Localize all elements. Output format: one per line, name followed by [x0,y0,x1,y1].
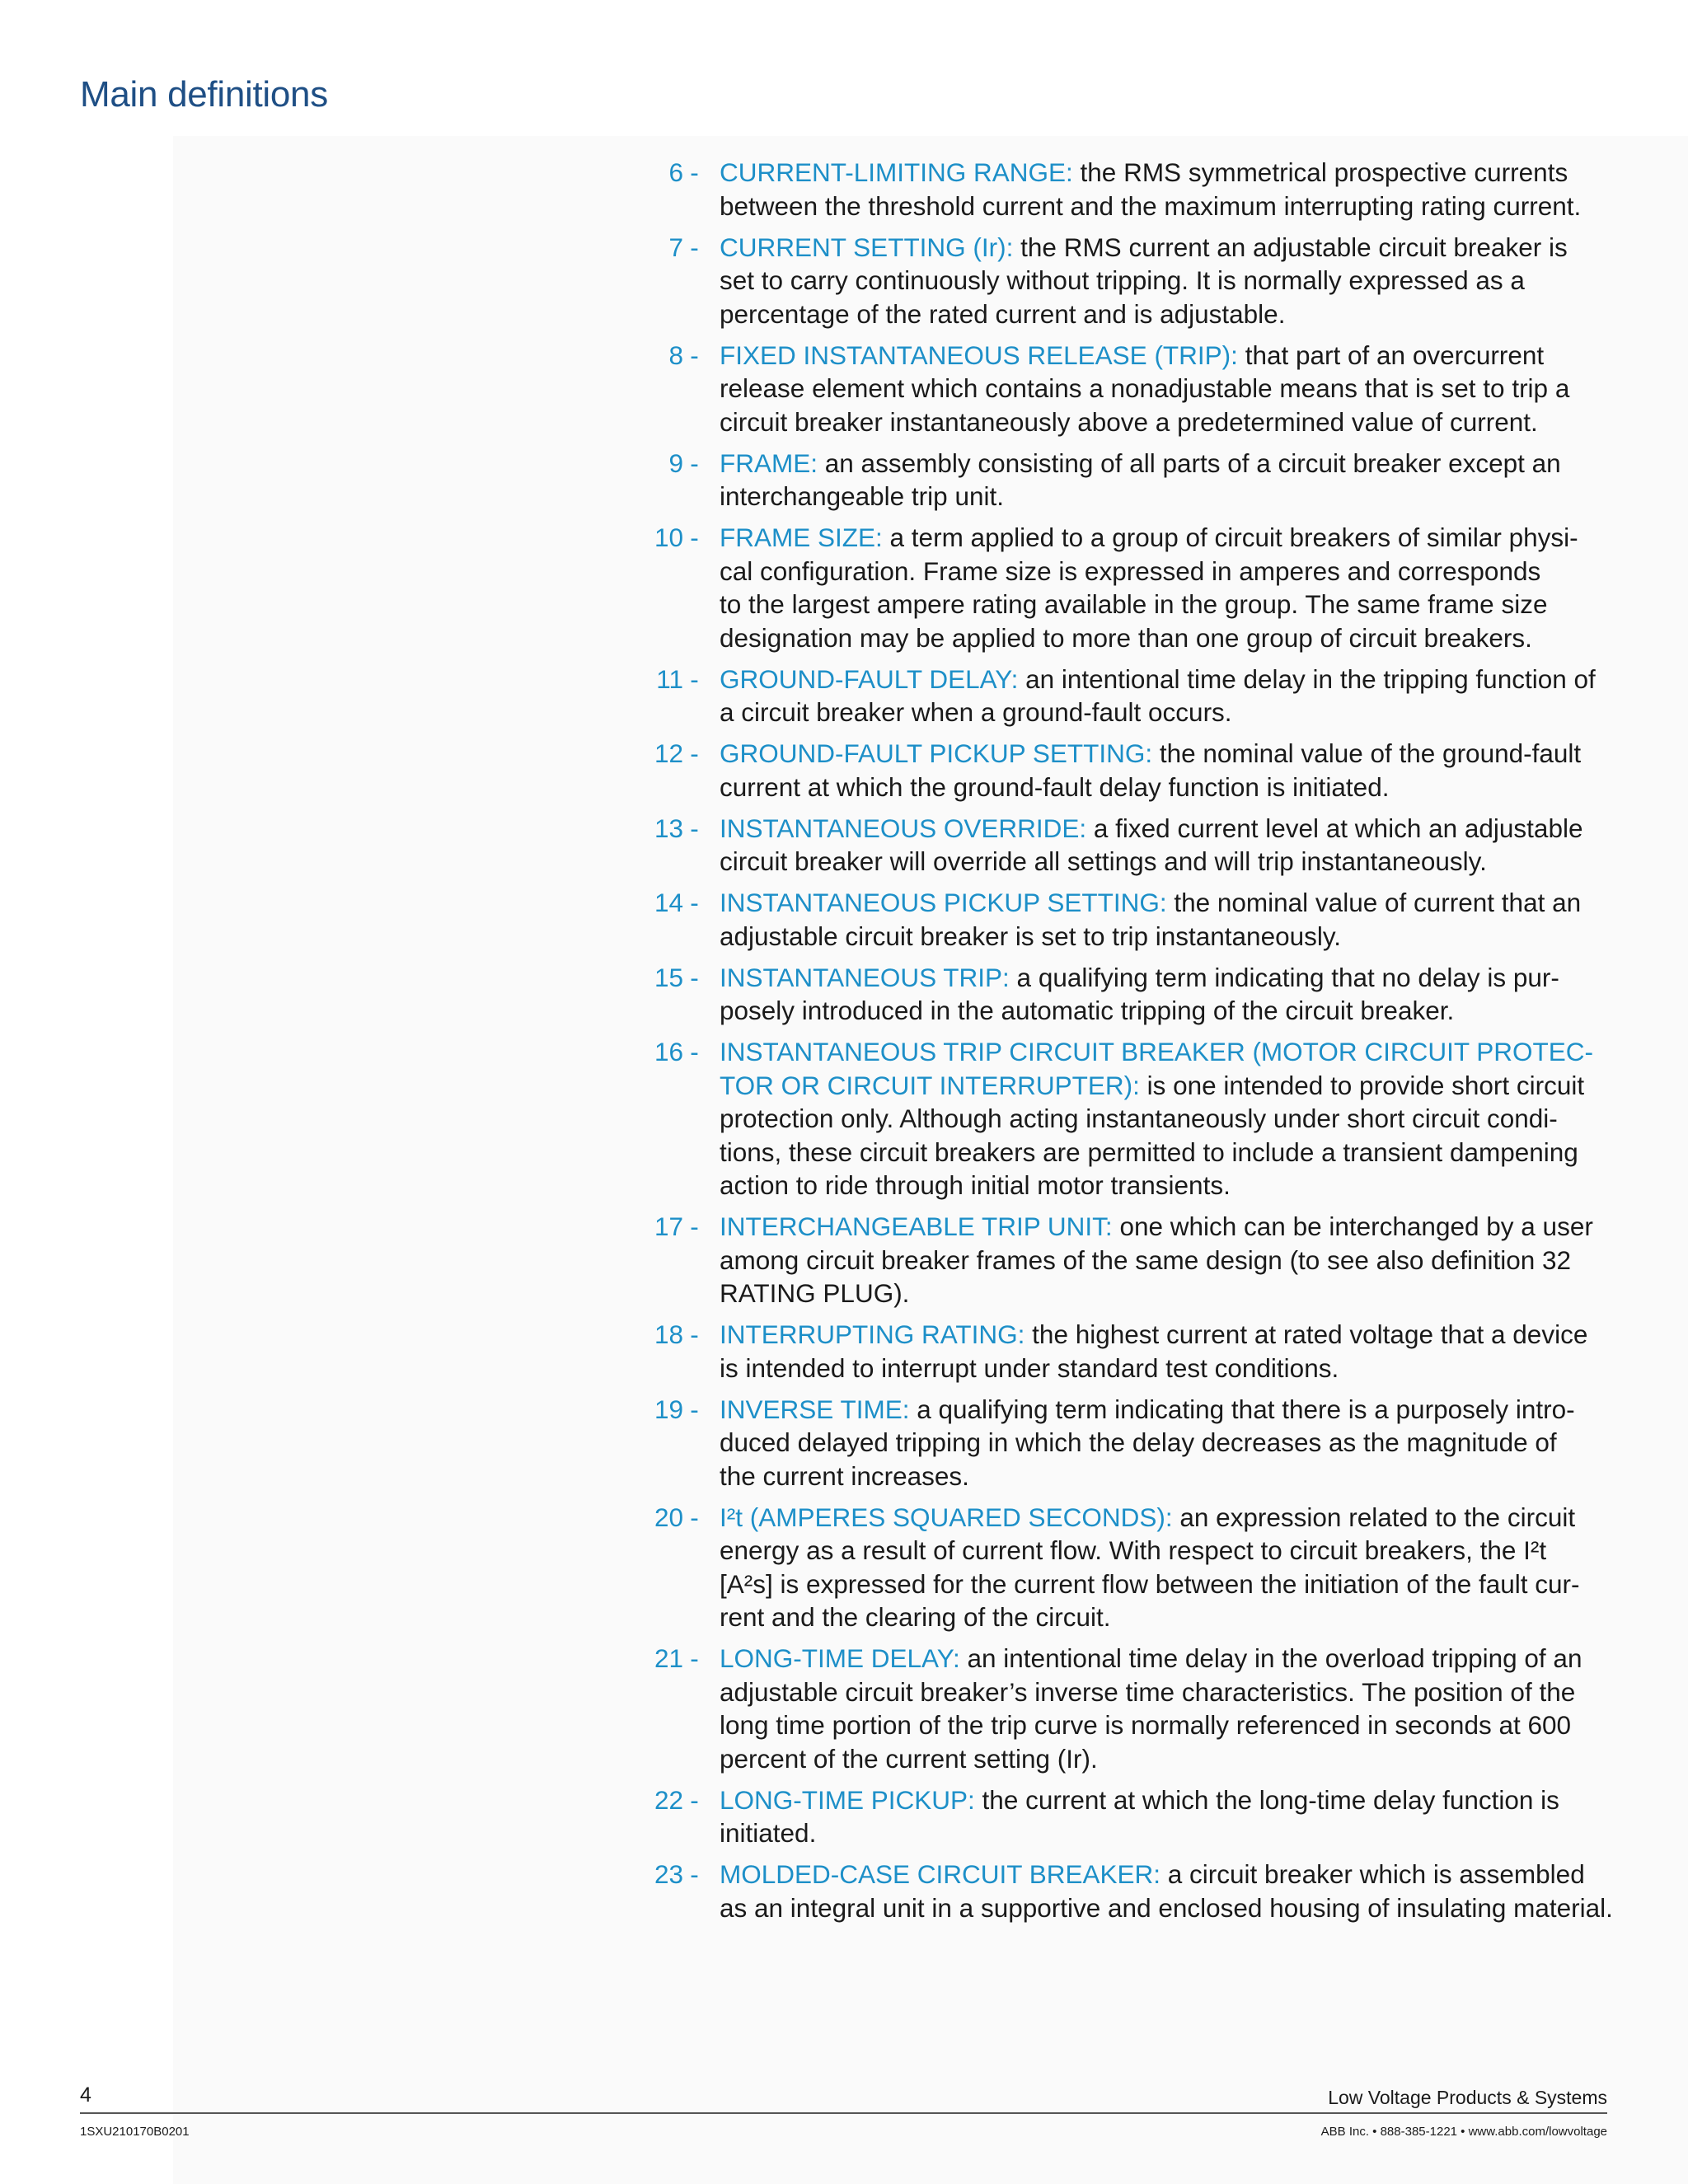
page-number: 4 [80,2083,91,2107]
definition-text: an assembly consisting of all parts of a circuit breaker except an interchangeable trip unit. [720,448,1561,511]
definition-number-value: 12 [654,738,683,768]
definition-text: one which can be interchanged by a user among circuit breaker frames of the same design (to see also definition 32 RATING PLUG). [720,1212,1593,1308]
definition-term: CURRENT-LIMITING RANGE: [720,157,1073,187]
document-code: 1SXU210170B0201 [80,2125,190,2139]
definition-term: GROUND-FAULT PICKUP SETTING: [720,738,1153,768]
definition-number-value: 16 [654,1037,683,1066]
definition-term: LONG-TIME PICKUP: [720,1784,975,1815]
definition-number [626,1501,706,1535]
definition-number [626,339,706,373]
definition-term: INVERSE TIME: [720,1394,910,1424]
definition-number [626,886,706,920]
definition-number-separator: - [690,232,699,262]
definition-number-value: 10 [654,523,683,552]
definition-number-separator: - [690,1394,699,1424]
definition-text: the RMS symmetrical prospective currents between the threshold current and the maximum interrupting rating current. [720,157,1582,221]
definition-body [706,1210,1615,1310]
definition-number-separator: - [690,1643,699,1673]
definition-number-value: 21 [654,1643,683,1673]
definition-text: the nominal value of current that an adjustable circuit breaker is set to trip instantaneously. [720,888,1582,951]
definition-number-separator: - [690,1502,699,1532]
definition-text: a term applied to a group of circuit breakers of similar physi- cal configuration. Frame size is expressed in amperes and corresponds to the largest ampere rating available in the group. The same frame size designation may be applied to more than one group of circuit breakers. [720,523,1578,653]
definition-number-separator: - [690,1784,699,1815]
definition-text: a fixed current level at which an adjustable circuit breaker will override all settings and will trip instantaneously. [720,813,1583,876]
definition-number [626,812,706,846]
definition-number [626,663,706,696]
definition-item [626,1783,1615,1850]
definition-number-separator: - [690,1319,699,1349]
definition-term: INSTANTANEOUS PICKUP SETTING: [720,888,1167,917]
definition-body [706,812,1615,879]
definition-number-separator: - [690,1212,699,1241]
definition-number-value: 23 [654,1859,683,1889]
footer-contact: ABB Inc. • 888-385-1221 • www.abb.com/lowvoltage [1320,2125,1607,2139]
definition-item [626,521,1615,654]
definition-number-separator: - [690,340,699,370]
definition-number [626,1210,706,1244]
definition-text: the highest current at rated voltage that a device is intended to interrupt under standard test conditions. [720,1319,1588,1383]
definition-text: that part of an overcurrent release element which contains a nonadjustable means that is set to trip a circuit breaker instantaneously above a predetermined value of current. [720,340,1570,437]
definition-number-value: 14 [654,888,683,917]
definition-number-separator: - [690,962,699,992]
definition-number-separator: - [690,663,699,694]
definition-number [626,1783,706,1817]
definition-body [706,447,1615,513]
definition-number-separator: - [690,813,699,843]
definition-item [626,447,1615,513]
definition-term: CURRENT SETTING (Ir): [720,232,1014,262]
definition-text: a qualifying term indicating that no delay is pur- posely introduced in the automatic tripping of the circuit breaker. [720,962,1559,1025]
definition-item [626,663,1615,729]
definition-text: an intentional time delay in the tripping function of a circuit breaker when a ground-fault occurs. [720,663,1596,727]
definition-item [626,812,1615,879]
definition-number-value: 17 [654,1212,683,1241]
definition-body [706,886,1615,953]
definition-number [626,1642,706,1675]
definition-number [626,521,706,555]
definition-term: INSTANTANEOUS TRIP CIRCUIT BREAKER (MOTOR CIRCUIT PROTEC- TOR OR CIRCUIT INTERRUPTER): [720,1037,1594,1100]
definition-term: INSTANTANEOUS OVERRIDE: [720,813,1087,843]
definition-term: LONG-TIME DELAY: [720,1643,960,1673]
definition-number-separator: - [690,523,699,552]
definition-text: an intentional time delay in the overload tripping of an adjustable circuit breaker’s inverse time characteristics. The position of the long time portion of the trip curve is normally referenced in seconds at 600 percent of the current setting (Ir). [720,1643,1582,1774]
definition-body [706,156,1615,223]
definition-text: an expression related to the circuit energy as a result of current flow. With respect to circuit breakers, the I²t [A²s] is expressed for the current flow between the initiation of the fault cur- rent and the clearing of the circuit. [720,1502,1580,1632]
definition-item [626,1393,1615,1493]
definition-number [626,447,706,480]
definition-body [706,737,1615,804]
definition-term: FIXED INSTANTANEOUS RELEASE (TRIP): [720,340,1238,370]
definition-item [626,1035,1615,1202]
definition-number [626,231,706,265]
definition-number-value: 19 [654,1394,683,1424]
definition-number [626,1858,706,1891]
definition-body [706,231,1615,331]
page-title: Main definitions [80,74,328,115]
definition-text: the current at which the long-time delay function is initiated. [720,1784,1559,1848]
definition-term: INTERRUPTING RATING: [720,1319,1025,1349]
definition-number [626,1318,706,1352]
definition-number [626,961,706,995]
definition-term: FRAME: [720,448,818,478]
definition-body [706,961,1615,1028]
definition-item [626,1501,1615,1634]
definition-body [706,1393,1615,1493]
definition-number-value: 22 [654,1784,683,1815]
definition-term: MOLDED-CASE CIRCUIT BREAKER: [720,1859,1161,1889]
definition-item [626,231,1615,331]
definition-text: is one intended to provide short circuit protection only. Although acting instantaneously under short circuit condi- tions, these circuit breakers are permitted to include a transient dampening action to ride through initial motor transients. [720,1070,1585,1200]
definition-text: the RMS current an adjustable circuit breaker is set to carry continuously without tripping. It is normally expressed as a percentage of the rated current and is adjustable. [720,232,1568,329]
definition-item [626,1642,1615,1775]
definition-number-separator: - [690,448,699,478]
definition-number-separator: - [690,738,699,768]
definition-term: INTERCHANGEABLE TRIP UNIT: [720,1212,1113,1241]
definition-number-separator: - [690,157,699,187]
definition-body [706,1501,1615,1634]
definition-number-value: 6 [668,157,683,187]
definition-item [626,886,1615,953]
definition-body [706,663,1615,729]
definition-number-value: 13 [654,813,683,843]
definition-body [706,1318,1615,1385]
definition-number [626,737,706,771]
definition-item [626,737,1615,804]
definition-body [706,1783,1615,1850]
definition-term: GROUND-FAULT DELAY: [720,663,1019,694]
definition-item [626,961,1615,1028]
definition-number-separator: - [690,1859,699,1889]
definition-body [706,339,1615,439]
definition-item [626,1210,1615,1310]
definition-body [706,1642,1615,1775]
definition-text: a circuit breaker which is assembled as an integral unit in a supportive and enclosed housing of insulating material. [720,1859,1613,1923]
definition-item [626,1858,1615,1924]
definition-body [706,1035,1615,1202]
definition-number [626,1393,706,1427]
definition-term: FRAME SIZE: [720,523,883,552]
definition-number [626,1035,706,1069]
definition-body [706,521,1615,654]
definition-item [626,156,1615,223]
definition-item [626,1318,1615,1385]
definition-number-value: 20 [654,1502,683,1532]
footer-divider [80,2112,1607,2114]
definition-text: a qualifying term indicating that there is a purposely intro- duced delayed tripping in which the delay decreases as the magnitude of the current increases. [720,1394,1575,1491]
definition-text: the nominal value of the ground-fault current at which the ground-fault delay function is initiated. [720,738,1582,802]
definition-number-value: 7 [668,232,683,262]
definition-number-separator: - [690,1037,699,1066]
definition-number-value: 8 [668,340,683,370]
definition-term: I²t (AMPERES SQUARED SECONDS): [720,1502,1173,1532]
definition-body [706,1858,1615,1924]
footer-section-title: Low Voltage Products & Systems [1328,2087,1607,2108]
definition-number [626,156,706,190]
definition-item [626,339,1615,439]
definition-number-value: 18 [654,1319,683,1349]
definitions-list [626,156,1615,1933]
definition-number-separator: - [690,888,699,917]
definition-number-value: 15 [654,962,683,992]
definition-number-value: 11 [656,663,683,694]
definition-number-value: 9 [668,448,683,478]
definition-term: INSTANTANEOUS TRIP: [720,962,1010,992]
